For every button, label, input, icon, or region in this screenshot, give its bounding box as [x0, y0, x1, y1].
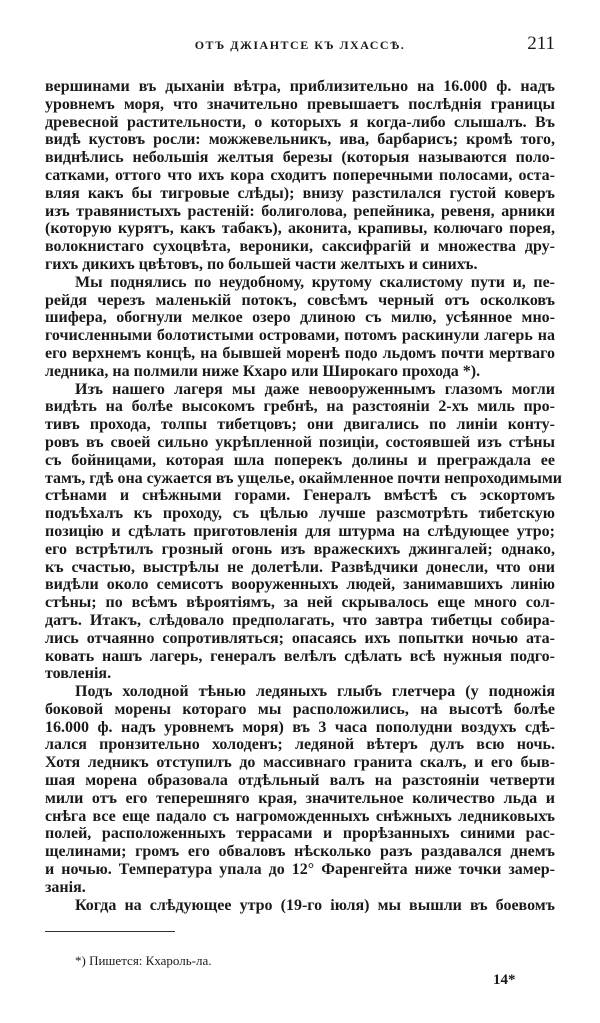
text-line: подъѣхалъ къ проходу, съ цѣлью лучше разсмотрѣть тибетскую — [45, 505, 555, 523]
text-line: стѣнами и снѣжными горами. Генералъ вмѣстѣ съ эскортомъ — [45, 487, 555, 505]
text-line: рейдя черезъ маленькій потокъ, совсѣмъ черный отъ осколковъ — [45, 291, 555, 309]
text-line: (которую курятъ, какъ табакъ), аконита, крапивы, колючаго порея, — [45, 220, 555, 238]
text-line: вершинами въ дыханіи вѣтра, приблизительно на 16.000 ф. надъ — [45, 78, 555, 95]
text-line: Хотя ледникъ отступилъ до массивнаго гранита скалъ, и его быв- — [45, 754, 555, 772]
text-line: щелинами; громъ его обваловъ нѣсколько разъ раздавался днемъ — [45, 843, 555, 861]
text-line: снѣга все еще падало съ нагроможденныхъ снѣжныхъ ледниковыхъ — [45, 807, 555, 825]
text-line: тамъ, гдѣ она сужается въ ущелье, окаймленное почти непроходимыми — [45, 469, 562, 487]
text-line: лался пронзительно холоденъ; ледяной вѣтеръ дулъ всю ночь. — [45, 736, 555, 754]
text-line: Подъ холодной тѣнью ледяныхъ глыбъ глетчера (у подножія — [75, 683, 555, 701]
text-line: гочисленными болотистыми островами, потомъ раскинули лагерь на — [45, 327, 555, 345]
text-line: сатками, оттого что ихъ кора сходитъ поперечными полосами, оста- — [45, 166, 555, 184]
text-line: ровъ въ своей сильно укрѣпленной позиціи, состоявшей изъ стѣны — [45, 433, 555, 451]
paragraph — [45, 78, 555, 274]
text-line: древесной растительности, о которыхъ я когда-либо слышалъ. Въ — [45, 113, 555, 131]
text-line: товленія. — [45, 665, 112, 683]
text-line: 16.000 ф. надъ уровнемъ моря) въ 3 часа пополудни воздухъ сдѣ- — [45, 718, 555, 736]
footnote-divider — [45, 931, 175, 932]
text-line: съ бойницами, которая шла поперекъ долины и преграждала ее — [45, 451, 555, 469]
text-line: ледника, на полмили ниже Кхаро или Широкаго прохода *). — [45, 362, 481, 380]
text-line: шая морена образовала отдѣльный валъ на разстояніи четверти — [45, 772, 555, 790]
text-line: его верхнемъ концѣ, на бывшей моренѣ подо льдомъ почти мертваго — [45, 344, 555, 362]
text-line: Мы поднялись по неудобному, крутому скалистому пути и, пе- — [75, 273, 555, 291]
paragraph — [45, 897, 555, 915]
page-number: 211 — [527, 33, 555, 54]
text-line: занія. — [45, 878, 86, 896]
text-line: тивъ прохода, толпы тибетцовъ; они двигались по линіи конту- — [45, 416, 555, 434]
text-line: гихъ дикихъ цвѣтовъ, по большей части желтыхъ и синихъ. — [45, 255, 478, 273]
text-line: шифера, обогнули мелкое озеро длиною съ милю, усѣянное мно- — [45, 309, 555, 327]
text-line: къ счастью, выстрѣлы не долетѣли. Развѣдчики донесли, что они — [45, 558, 555, 576]
printer-signature-mark: 14* — [493, 972, 516, 988]
footnote: *) Пишется: Кхароль-ла. — [75, 953, 212, 968]
paragraph — [45, 380, 562, 684]
body-text — [45, 78, 562, 914]
text-line: датъ. Итакъ, слѣдовало предполагать, что завтра тибетцы собира- — [45, 611, 555, 629]
text-line: ковать нашъ лагерь, генералъ велѣлъ сдѣлать всѣ нужныя подго- — [45, 647, 555, 665]
text-line: видѣть на болѣе высокомъ гребнѣ, на разстояніи 2-хъ миль про- — [45, 398, 555, 416]
text-line: его встрѣтилъ грозный огонь изъ вражескихъ джингалей; однако, — [45, 540, 555, 558]
text-line: боковой морены котораго мы расположились, на высотѣ болѣе — [45, 700, 555, 718]
text-line: позицію и сдѣлать приготовленія для штурма на слѣдующее утро; — [45, 522, 555, 540]
paragraph — [45, 683, 555, 897]
text-line: стѣны; по всѣмъ вѣроятіямъ, за ней скрывалось еще много сол- — [45, 594, 555, 612]
text-line: мили отъ его теперешняго края, значительное количество льда и — [45, 789, 555, 807]
text-line: полей, расположенныхъ террасами и прорѣзанныхъ синими рас- — [45, 825, 555, 843]
running-title: ОТЪ ДЖIАНТСЕ КЪ ЛХАССѢ. — [194, 38, 406, 52]
text-line: видѣ кустовъ росли: можжевельникъ, ива, барбарисъ; кромѣ того, — [45, 131, 555, 149]
text-line: волокнистаго сухоцвѣта, вероники, саксифрагій и множества дру- — [45, 238, 555, 256]
text-line: лись отчаянно сопротивляться; опасаясь ихъ попытки ночью ата- — [45, 629, 555, 647]
text-line: Изъ нашего лагеря мы даже невооруженнымъ глазомъ могли — [75, 380, 555, 398]
text-line: уровнемъ моря, что значительно превышаетъ послѣднія границы — [45, 95, 555, 113]
text-line: виднѣлись небольшія желтыя березы (которыя называются поло- — [45, 149, 555, 167]
text-line: видѣли около семисотъ вооруженныхъ людей, занимавшихъ линію — [45, 576, 555, 594]
text-line: изъ травянистыхъ растеній: болиголова, репейника, ревеня, арники — [45, 202, 555, 220]
text-line: и ночью. Температура упала до 12° Фаренгейта ниже точки замер- — [45, 861, 555, 879]
paragraph — [45, 274, 555, 381]
text-line: вляя какъ бы тигровые слѣды); внизу разстилался густой коверъ — [45, 184, 555, 202]
text-line: Когда на слѣдующее утро (19-го іюля) мы вышли въ боевомъ — [75, 896, 555, 914]
